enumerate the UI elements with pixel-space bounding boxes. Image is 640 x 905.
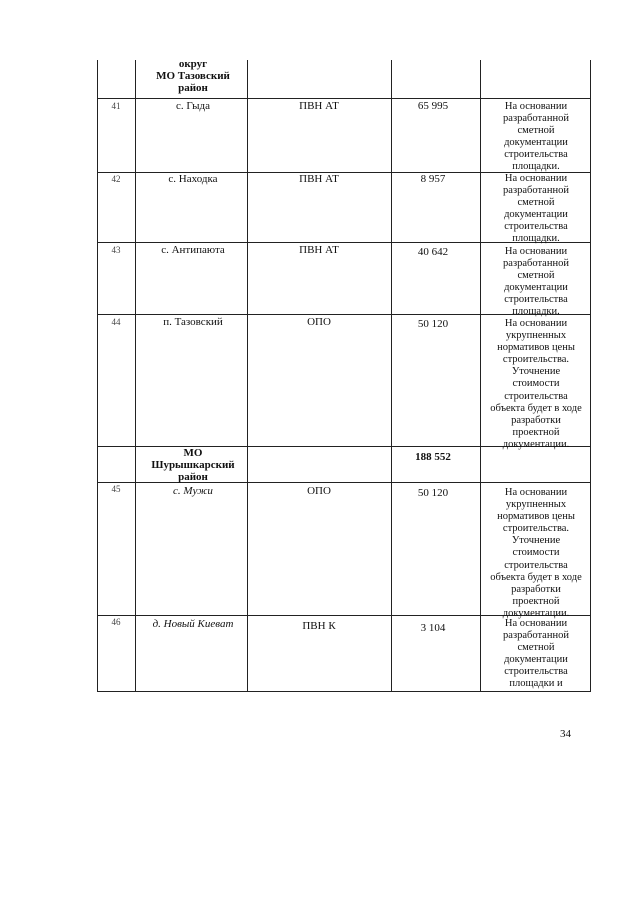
object-type: ПВН АТ <box>299 244 339 256</box>
settlement-name: с. Находка <box>168 173 218 185</box>
row-number: 46 <box>111 617 121 627</box>
row-number: 43 <box>111 245 121 255</box>
col-divider-4 <box>480 60 481 692</box>
col-divider-1 <box>135 60 136 692</box>
row-number: 41 <box>111 101 121 111</box>
section-title-tazovsky: округ МО Тазовский район <box>156 58 230 94</box>
cost-value: 50 120 <box>417 487 449 499</box>
settlement-name: с. Гыда <box>176 100 210 112</box>
settlement-name: с. Мужи <box>173 485 213 497</box>
row-number: 44 <box>111 317 121 327</box>
object-type: ПВН АТ <box>299 173 339 185</box>
table-border-left <box>97 60 98 692</box>
object-type: ОПО <box>307 316 331 328</box>
justification-note: На основании разработанной сметной документации строительства площадки. <box>503 173 569 245</box>
justification-note: На основании разработанной сметной документации строительства площадки и <box>503 618 569 690</box>
settlement-name: д. Новый Киеват <box>152 618 234 630</box>
settlement-name: с. Антипаюта <box>161 244 225 256</box>
justification-note: На основании укрупненных нормативов цены строительства. Уточнение стоимости строительства объекта будет в ходе разработки проектной документации. <box>490 318 582 450</box>
settlement-name: п. Тазовский <box>163 316 223 328</box>
cost-value: 3 104 <box>420 622 446 634</box>
object-type: ПВН К <box>302 620 336 632</box>
row-number: 45 <box>111 484 121 494</box>
cost-value: 65 995 <box>417 100 449 112</box>
cost-value: 40 642 <box>417 246 449 258</box>
col-divider-2 <box>247 60 248 692</box>
cost-value: 8 957 <box>420 173 446 185</box>
justification-note: На основании разработанной сметной документации строительства площадки. <box>503 246 569 318</box>
object-type: ПВН АТ <box>299 100 339 112</box>
justification-note: На основании укрупненных нормативов цены строительства. Уточнение стоимости строительства объекта будет в ходе разработки проектной документации. <box>490 487 582 619</box>
table-border-bottom <box>97 691 591 692</box>
col-divider-3 <box>391 60 392 692</box>
section-title-shuryshkarsky: МО Шурышкарский район <box>151 447 235 483</box>
cost-value: 50 120 <box>417 318 449 330</box>
table-border-right <box>590 60 591 692</box>
section-total: 188 552 <box>415 451 451 463</box>
object-type: ОПО <box>307 485 331 497</box>
justification-note: На основании разработанной сметной документации строительства площадки. <box>503 101 569 173</box>
row-divider <box>97 98 591 99</box>
row-number: 42 <box>111 174 121 184</box>
page-number: 34 <box>560 728 571 740</box>
